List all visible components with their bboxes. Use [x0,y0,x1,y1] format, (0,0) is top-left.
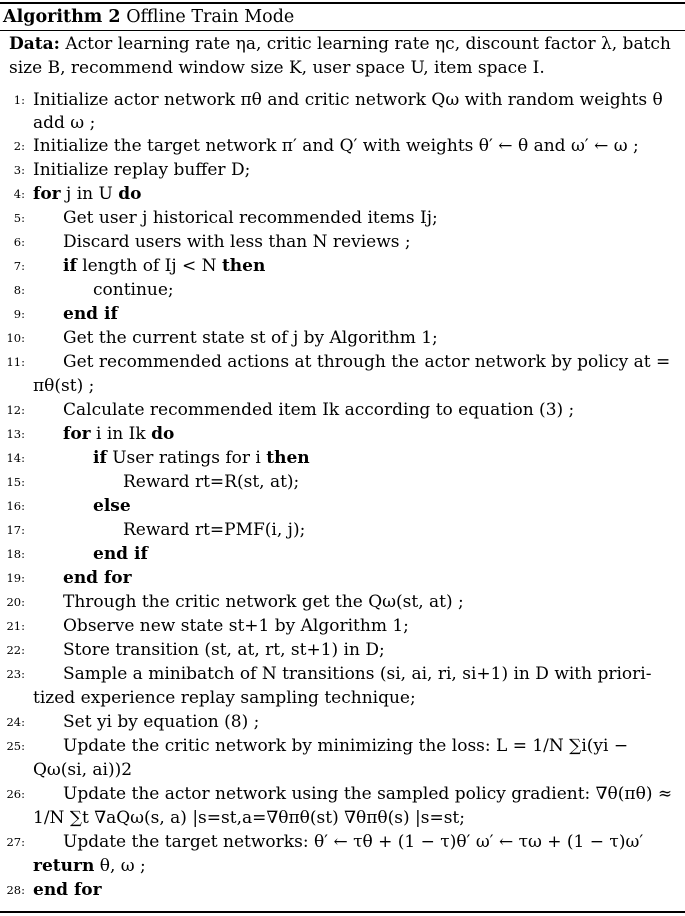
line-content [63,566,132,590]
line-content [63,422,174,446]
line-text: Store transition (st, at, rt, st+1) in D; [63,640,385,660]
line-text: Get user j historical recommended items Ij; [63,208,438,228]
line-text: continue; [93,280,174,300]
algorithm-line [0,88,685,112]
keyword: if [93,448,107,468]
bottom-rule [0,911,685,913]
algorithm-line [0,111,685,135]
algorithm-line [0,374,685,398]
algorithm-line [0,854,685,878]
line-content [63,350,670,374]
keyword: else [93,496,131,516]
keyword: then [266,448,310,468]
line-text: Qω(si, ai))2 [33,760,133,780]
algorithm-line [0,398,685,422]
keyword: for [63,424,91,444]
line-number: 6: [13,235,25,249]
algorithm-line [0,662,685,686]
line-text: Reward rt=PMF(i, j); [123,520,306,540]
algorithm-line [0,542,685,566]
keyword: then [221,256,266,276]
line-number: 3: [13,163,25,177]
line-content [33,854,146,878]
line-content [63,590,464,614]
title-rule [0,30,685,31]
line-number: 24: [6,715,25,729]
algorithm-line [0,470,685,494]
line-text: 1/N ∑t ∇aQω(s, a) |s=st,a=∇θπθ(st) ∇θπθ(s) |s=st; [33,808,465,828]
line-number: 5: [13,211,25,225]
algorithm-line [0,614,685,638]
keyword: end for [63,568,132,588]
line-content [63,782,672,806]
data-text-2: size B, recommend window size K, user space U, item space I. [9,58,545,78]
line-content [63,710,259,734]
line-content [93,542,148,566]
line-text: Sample a minibatch of N transitions (si, ai, ri, si+1) in D with priori- [63,664,652,684]
line-content [93,446,310,470]
line-text: Set yi by equation (8) ; [63,712,260,732]
line-content [93,278,174,302]
keyword: end for [33,880,102,900]
line-content [63,614,409,638]
line-number: 16: [6,499,25,513]
line-content [63,206,438,230]
line-text: Discard users with less than N reviews ; [63,232,411,252]
line-number: 11: [6,355,25,369]
line-text: Update the critic network by minimizing the loss: L = 1/N ∑i(yi − [63,736,629,756]
algorithm-line [0,782,685,806]
line-number: 7: [13,259,25,273]
line-number: 8: [13,283,25,297]
line-number: 21: [6,619,25,633]
line-text: length of Ij < N [82,256,217,276]
line-text: Initialize actor network πθ and critic network Qω with random weights θ [33,90,663,110]
line-text: Get the current state st of j by Algorithm 1; [63,328,438,348]
line-text: Reward rt=R(st, at); [123,472,300,492]
algorithm-line [0,830,685,854]
line-content [63,638,385,662]
data-label: Data: [9,34,60,54]
line-number: 19: [6,571,25,585]
algorithm-line [0,518,685,542]
algorithm-line [0,446,685,470]
keyword: end if [63,304,118,324]
line-text: Observe new state st+1 by Algorithm 1; [63,616,409,636]
line-number: 1: [13,93,25,107]
keyword: for [33,184,61,204]
line-number: 15: [6,475,25,489]
line-content [63,662,651,686]
line-number: 23: [6,667,25,681]
line-number: 9: [13,307,25,321]
line-number: 28: [6,883,25,897]
algorithm-line [0,494,685,518]
line-content [33,806,465,830]
line-content [33,111,95,135]
algorithm-line [0,710,685,734]
algorithm-line [0,206,685,230]
algorithm-line [0,350,685,374]
algorithm-line [0,182,685,206]
data-text-1: Actor learning rate ηa, critic learning rate ηc, discount factor λ, batch [65,34,671,54]
algorithm-line [0,230,685,254]
line-number: 10: [6,331,25,345]
data-line-cont [0,56,685,80]
keyword: do [151,424,175,444]
line-content [63,326,438,350]
algorithm-label: Algorithm 2 [3,7,121,27]
line-text: Calculate recommended item Ik according to equation (3) ; [63,400,575,420]
line-number: 22: [6,643,25,657]
line-content [63,734,628,758]
line-text: User ratings for i [112,448,261,468]
line-number: 17: [6,523,25,537]
line-text: πθ(st) ; [33,376,95,396]
line-number: 26: [6,787,25,801]
line-text: θ, ω ; [99,856,146,876]
line-content [33,158,250,182]
line-content [33,758,132,782]
line-number: 20: [6,595,25,609]
algorithm-title [3,4,294,30]
line-content [33,686,416,710]
line-text: Initialize replay buffer D; [33,160,251,180]
line-content [63,830,643,854]
line-number: 27: [6,835,25,849]
algorithm-line [0,638,685,662]
algorithm-line [0,326,685,350]
line-content [123,518,305,542]
line-number: 2: [13,139,25,153]
line-number: 13: [6,427,25,441]
algorithm-line [0,566,685,590]
line-content [63,398,574,422]
algorithm-name: Offline Train Mode [126,7,295,27]
line-content [123,470,299,494]
line-content [33,134,639,158]
line-number: 14: [6,451,25,465]
line-content [33,182,141,206]
keyword: if [63,256,77,276]
line-number: 12: [6,403,25,417]
line-content [33,88,663,112]
line-content [63,230,411,254]
algorithm-line [0,758,685,782]
line-text: j in U [66,184,113,204]
line-text: i in Ik [96,424,146,444]
line-text: Initialize the target network π′ and Q′ with weights θ′ ← θ and ω′ ← ω ; [33,136,639,156]
line-content [33,374,94,398]
line-text: add ω ; [33,113,96,133]
algorithm-line [0,734,685,758]
algorithm-line [0,590,685,614]
line-content [63,302,118,326]
line-content [93,494,131,518]
algorithm-line [0,806,685,830]
line-text: Update the target networks: θ′ ← τθ + (1 − τ)θ′ ω′ ← τω + (1 − τ)ω′ [63,832,644,852]
algorithm-line [0,686,685,710]
line-text: Through the critic network get the Qω(st, at) ; [63,592,464,612]
line-text: Get recommended actions at through the actor network by policy at = [63,352,671,372]
keyword: return [33,856,95,876]
algorithm-line [0,278,685,302]
line-number: 18: [6,547,25,561]
data-line [0,32,685,56]
line-content [33,878,102,902]
algorithm-line [0,158,685,182]
line-number: 4: [13,187,25,201]
algorithm-line [0,302,685,326]
line-text: Update the actor network using the sampled policy gradient: ∇θ(πθ) ≈ [63,784,673,804]
algorithm-line [0,422,685,446]
algorithm-line [0,134,685,158]
algorithm-line [0,254,685,278]
keyword: end if [93,544,148,564]
keyword: do [118,184,142,204]
line-number: 25: [6,739,25,753]
line-text: tized experience replay sampling technique; [33,688,416,708]
algorithm-line [0,878,685,902]
line-content [63,254,265,278]
